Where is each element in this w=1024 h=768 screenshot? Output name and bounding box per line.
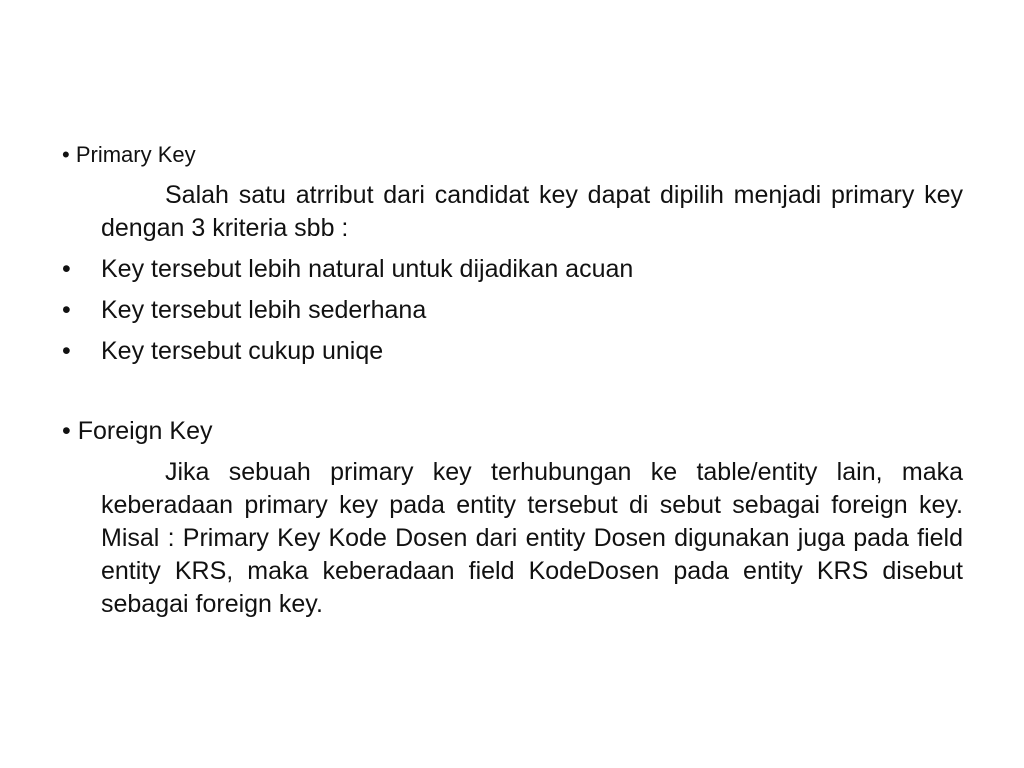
criteria-list — [0, 250, 1024, 373]
bullet-icon: • — [62, 296, 71, 324]
criteria-text: Key tersebut lebih sederhana — [101, 296, 427, 324]
criteria-item-unique — [0, 332, 1024, 373]
criteria-item-natural — [0, 250, 1024, 291]
primary-key-description: Salah satu atrribut dari candidat key dapat dipilih menjadi primary key dengan 3 kriteria sbb : — [101, 181, 963, 242]
foreign-key-description: Jika sebuah primary key terhubungan ke table/entity lain, maka keberadaan primary key pada entity tersebut di sebut sebagai foreign key. Misal : Primary Key Kode Dosen dari entity Dosen digunakan juga pada field entity KRS, maka keberadaan field KodeDosen pada entity KRS disebut sebagai foreign key. — [101, 458, 963, 618]
foreign-key-heading: • Foreign Key — [62, 417, 213, 445]
bullet-icon: • — [62, 255, 71, 283]
primary-key-heading: • Primary Key — [62, 142, 196, 167]
criteria-text: Key tersebut cukup uniqe — [101, 337, 384, 365]
criteria-item-simple — [0, 291, 1024, 332]
bullet-icon: • — [62, 337, 71, 365]
criteria-text: Key tersebut lebih natural untuk dijadikan acuan — [101, 255, 634, 283]
